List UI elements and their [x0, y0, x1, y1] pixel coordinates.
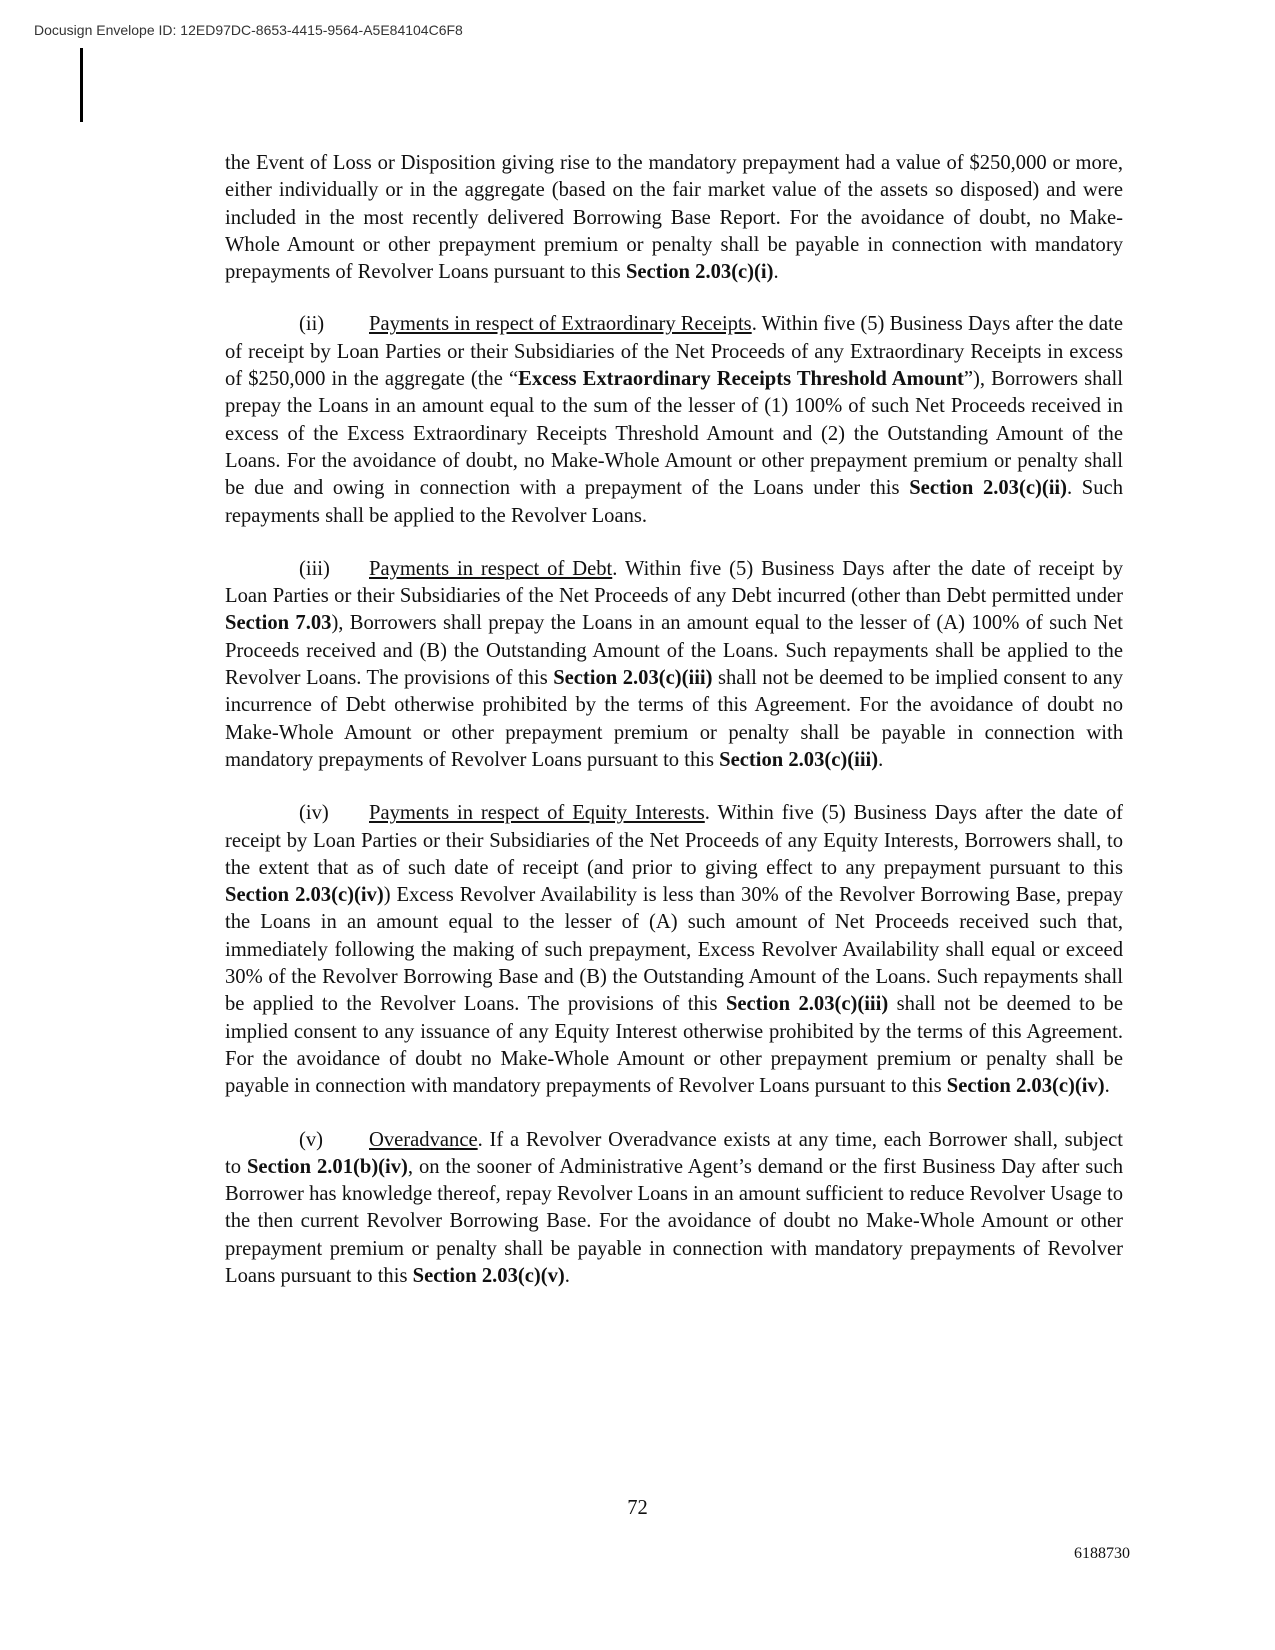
paragraph-iii: [225, 556, 1123, 774]
defined-term: Excess Extraordinary Receipts Threshold Amount: [518, 368, 964, 391]
text: .: [564, 1264, 570, 1287]
text: shall not be deemed to be implied consent to any issuance of any Equity Interest otherwise prohibited by the terms of this Agreement. For the avoidance of doubt no Make-Whole Amount or other prepayment premium or penalty shall be payable in connection with mandatory prepayments of Revolver Loans pursuant to this: [225, 993, 1123, 1098]
section-ref: Section 2.03(c)(iv): [946, 1075, 1105, 1098]
document-number: 6188730: [1074, 1545, 1130, 1562]
clause-number: (ii): [299, 313, 325, 336]
paragraph-iv: [225, 800, 1123, 1100]
text: ”), Borrowers shall prepay the Loans in an amount equal to the sum of the lesser of (1) 100% of such Net Proceeds received in excess of the Excess Extraordinary Receipts Threshold Amount and (2) the Outstanding Amount of the Loans. For the avoidance of doubt, no Make-Whole Amount or other prepayment premium or penalty shall be due and owing in connection with a prepayment of the Loans under this: [225, 368, 1124, 500]
text: ) Excess Revolver Availability is less than 30% of the Revolver Borrowing Base, prepay the Loans in an amount equal to the lesser of (A) such amount of Net Proceeds received such that, immediately following the making of such prepayment, Excess Revolver Availability shall equal or exceed 30% of the Revolver Borrowing Base and (B) the Outstanding Amount of the Loans. Such repayments shall be applied to the Revolver Loans. The provisions of this: [225, 884, 1124, 1016]
section-ref: Section 2.01(b)(iv): [246, 1155, 408, 1178]
text: the Event of Loss or Disposition giving rise to the mandatory prepayment had a value of $250,000 or more, either individually or in the aggregate (based on the fair market value of the assets so disposed) and were included in the most recently delivered Borrowing Base Report. For the avoidance of doubt, no Make-Whole Amount or other prepayment premium or penalty shall be payable in connection with mandatory prepayments of Revolver Loans pursuant to this: [225, 152, 1123, 284]
envelope-id: Docusign Envelope ID: 12ED97DC-8653-4415-9564-A5E84104C6F8: [34, 22, 463, 38]
section-ref: Section 7.03: [225, 612, 332, 635]
paragraph-ii: [225, 311, 1123, 529]
section-ref: Section 2.03(c)(i): [625, 261, 774, 284]
page-number: 72: [627, 1497, 648, 1519]
clause-heading: Payments in respect of Equity Interests: [369, 802, 705, 825]
clause-heading: Overadvance: [369, 1128, 478, 1151]
text: .: [773, 261, 779, 284]
document-body: [225, 150, 1123, 1316]
clause-number: (iv): [299, 802, 329, 825]
section-ref: Section 2.03(c)(iii): [553, 667, 713, 690]
section-ref: Section 2.03(c)(iii): [719, 748, 879, 771]
text: . Within five (5) Business Days after the date of receipt by Loan Parties or their Subsidiaries of the Net Proceeds of any Equity Interests, Borrowers shall, to the extent that as of such date of receipt (and prior to giving effect to any prepayment pursuant to this: [225, 802, 1123, 879]
clause-heading: Payments in respect of Debt: [369, 557, 613, 580]
section-ref: Section 2.03(c)(iv): [225, 884, 384, 907]
section-ref: Section 2.03(c)(ii): [909, 477, 1067, 500]
text: ), Borrowers shall prepay the Loans in an amount equal to the lesser of (A) 100% of such Net Proceeds received and (B) the Outstanding Amount of the Loans. Such repayments shall be applied to the Revolver Loans. The provisions of this: [225, 612, 1123, 690]
text: .: [878, 748, 884, 771]
text: . Such repayments shall be applied to the Revolver Loans.: [225, 477, 1123, 527]
paragraph-continuation: [225, 150, 1123, 286]
text: , on the sooner of Administrative Agent’s demand or the first Business Day after such Borrower has knowledge thereof, repay Revolver Loans in an amount sufficient to reduce Revolver Usage to the then current Revolver Borrowing Base. For the avoidance of doubt no Make-Whole Amount or other prepayment premium or penalty shall be payable in connection with mandatory prepayments of Revolver Loans pursuant to this: [225, 1155, 1124, 1287]
section-ref: Section 2.03(c)(iii): [725, 993, 889, 1016]
text: shall not be deemed to be implied consent to any incurrence of Debt otherwise prohibited by the terms of this Agreement. For the avoidance of doubt no Make-Whole Amount or other prepayment premium or penalty shall be payable in connection with mandatory prepayments of Revolver Loans pursuant to this: [225, 667, 1123, 771]
change-bar: [80, 48, 83, 122]
clause-heading: Payments in respect of Extraordinary Receipts: [369, 313, 752, 336]
section-ref: Section 2.03(c)(v): [412, 1264, 565, 1287]
text: . Within five (5) Business Days after the date of receipt by Loan Parties or their Subsidiaries of the Net Proceeds of any Debt incurred (other than Debt permitted under: [225, 557, 1123, 608]
text: .: [1104, 1075, 1110, 1098]
text: . Within five (5) Business Days after the date of receipt by Loan Parties or their Subsidiaries of the Net Proceeds of any Extraordinary Receipts in excess of $250,000 in the aggregate (the “: [225, 313, 1123, 391]
text: . If a Revolver Overadvance exists at any time, each Borrower shall, subject to: [225, 1128, 1123, 1178]
clause-number: (v): [299, 1128, 324, 1151]
paragraph-v: [225, 1127, 1123, 1291]
clause-number: (iii): [299, 557, 330, 580]
